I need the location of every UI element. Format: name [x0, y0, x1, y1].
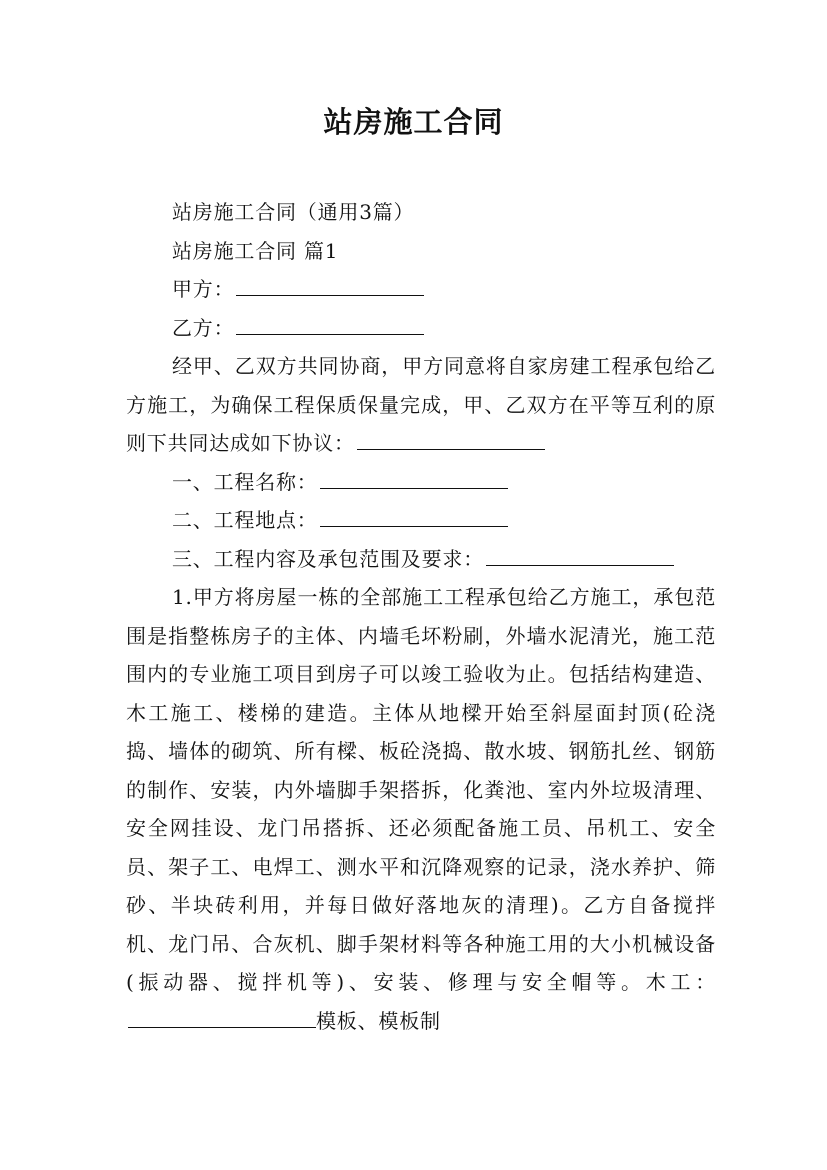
project-scope-blank — [486, 564, 674, 566]
party-b-blank — [236, 333, 424, 335]
party-a-line — [126, 270, 716, 309]
clause-1-paragraph — [126, 578, 716, 1040]
document-body — [126, 193, 716, 1040]
intro-paragraph — [126, 347, 716, 463]
intro-blank — [357, 448, 545, 450]
carpentry-blank — [128, 1026, 316, 1028]
project-location-blank — [320, 525, 508, 527]
item-project-scope-label: 三、工程内容及承包范围及要求： — [172, 546, 484, 571]
item-project-name — [126, 463, 716, 502]
subtitle — [126, 193, 716, 232]
part-heading-text: 站房施工合同 篇1 — [172, 238, 339, 263]
party-b-label: 乙方： — [172, 315, 235, 340]
document-title: 站房施工合同 — [323, 105, 504, 139]
part-heading — [126, 232, 716, 271]
party-a-label: 甲方： — [172, 277, 235, 301]
item-project-location-label: 二、工程地点： — [172, 508, 318, 532]
item-project-location — [126, 501, 716, 540]
item-project-name-label: 一、工程名称： — [172, 469, 318, 494]
item-project-scope — [126, 540, 716, 579]
party-a-blank — [236, 294, 424, 296]
clause-1-continuation: 模板、模板制 — [316, 1008, 441, 1033]
clause-1-text: 1.甲方将房屋一栋的全部施工工程承包给乙方施工，承包范围是指整栋房子的主体、内墙毛坏粉刷，外墙水泥清光，施工范围内的专业施工项目到房子可以竣工验收为止。包括结构建造、木工施工、楼梯的建造。主体从地樑开始至斜屋面封顶(砼浇捣、墙体的砌筑、所有樑、板砼浇捣、散水坡、钢筋扎丝、钢筋的制作、安装，内外墙脚手架搭拆，化粪池、室内外垃圾清理、安全网挂设、龙门吊搭拆、还必须配备施工员、吊机工、安全员、架子工、电焊工、测水平和沉降观察的记录，浇水养护、筛砂、半块砖利用，并每日做好落地灰的清理)。乙方自备搅拌机、龙门吊、合灰机、脚手架材料等各种施工用的大小机械设备(振动器、搅拌机等)、安装、修理与安全帽等。木工： — [126, 585, 716, 994]
project-name-blank — [320, 487, 508, 489]
intro-text: 经甲、乙双方共同协商，甲方同意将自家房建工程承包给乙方施工，为确保工程保质保量完成，甲、乙双方在平等互利的原则下共同达成如下协议： — [126, 354, 716, 455]
subtitle-text: 站房施工合同（通用3篇） — [172, 200, 415, 224]
party-b-line — [126, 309, 716, 348]
